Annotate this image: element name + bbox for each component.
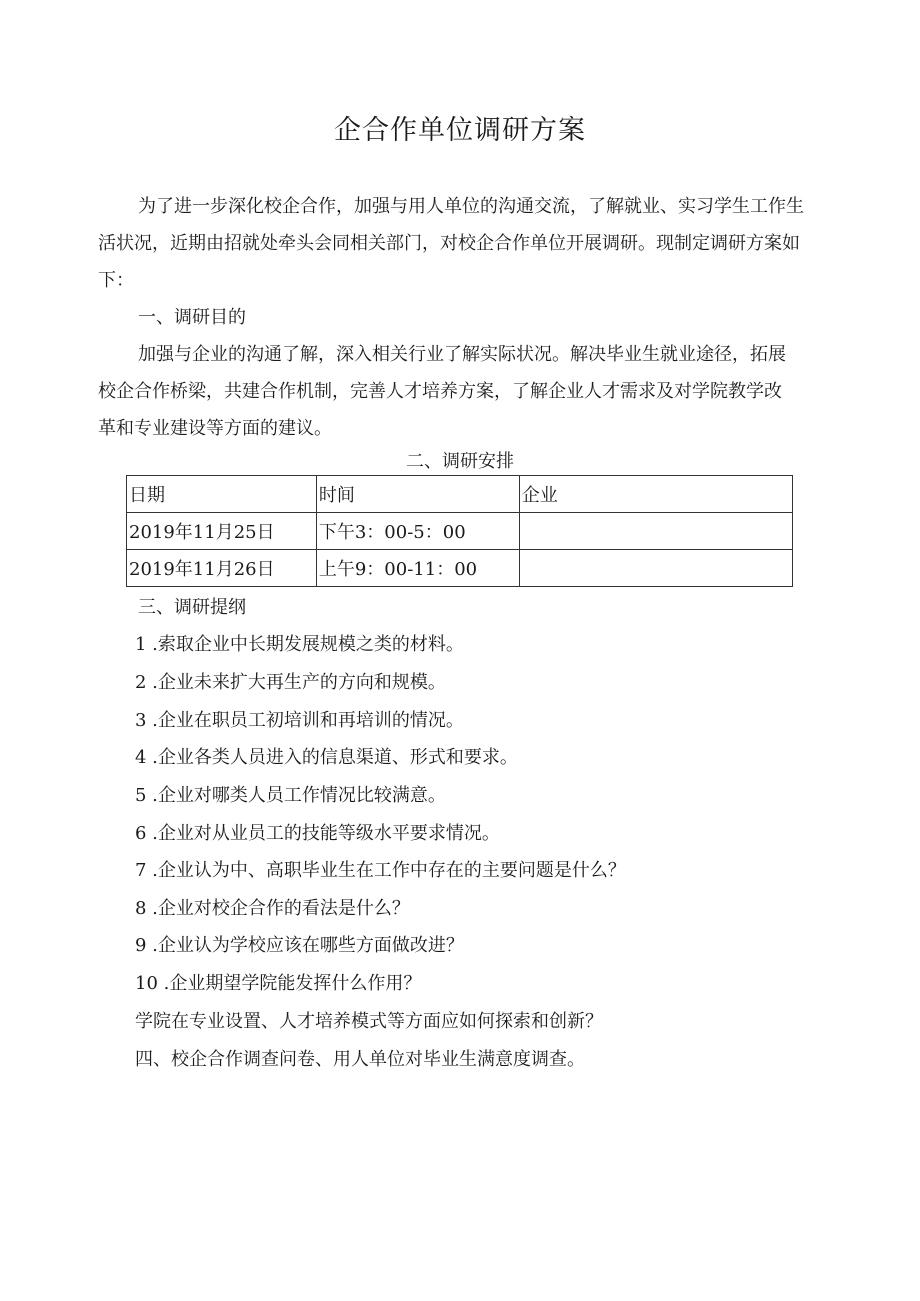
cell-date: 2019年11月25日 (127, 513, 317, 550)
outline-item-3: 3 .企业在职员工初培训和再培训的情况。 (135, 710, 464, 731)
intro-line-1: 为了进一步深化校企合作，加强与用人单位的沟通交流，了解就业、实习学生工作生 (138, 196, 804, 217)
section1-line-1: 加强与企业的沟通了解，深入相关行业了解实际状况。解决毕业生就业途径，拓展 (138, 344, 786, 365)
outline-item-7: 7 .企业认为中、高职毕业生在工作中存在的主要问题是什么？ (135, 860, 626, 881)
outline-item-4: 4 .企业各类人员进入的信息渠道、形式和要求。 (135, 747, 518, 768)
cell-date: 2019年11月26日 (127, 550, 317, 587)
outline-item-10: 10 .企业期望学院能发挥什么作用？ (135, 973, 422, 994)
outline-item-6: 6 .企业对从业员工的技能等级水平要求情况。 (135, 823, 500, 844)
section4-heading: 四、校企合作调查问卷、用人单位对毕业生满意度调查。 (135, 1049, 585, 1070)
outline-item-11: 学院在专业设置、人才培养模式等方面应如何探索和创新？ (135, 1011, 603, 1032)
table-header-row (127, 476, 793, 513)
document-title: 企合作单位调研方案 (334, 115, 586, 146)
table-row (127, 550, 793, 587)
outline-item-9: 9 .企业认为学校应该在哪些方面做改进？ (135, 935, 464, 956)
header-time: 时间 (316, 476, 519, 513)
section1-line-2: 校企合作桥梁，共建合作机制，完善人才培养方案，了解企业人才需求及对学院教学改 (98, 381, 782, 402)
section1-line-3: 革和专业建设等方面的建议。 (98, 418, 332, 439)
section3-heading: 三、调研提纲 (138, 597, 246, 618)
cell-company (519, 513, 792, 550)
table-row (127, 513, 793, 550)
intro-line-2: 活状况，近期由招就处牵头会同相关部门，对校企合作单位开展调研。现制定调研方案如 (98, 233, 800, 254)
cell-time: 下午3：00-5：00 (316, 513, 519, 550)
outline-item-2: 2 .企业未来扩大再生产的方向和规模。 (135, 672, 446, 693)
schedule-table (126, 475, 793, 587)
intro-line-3: 下： (98, 270, 134, 291)
header-company: 企业 (519, 476, 792, 513)
outline-item-5: 5 .企业对哪类人员工作情况比较满意。 (135, 785, 446, 806)
section2-heading: 二、调研安排 (406, 451, 514, 472)
cell-time: 上午9：00-11：00 (316, 550, 519, 587)
outline-item-8: 8 .企业对校企合作的看法是什么？ (135, 898, 410, 919)
header-date: 日期 (127, 476, 317, 513)
cell-company (519, 550, 792, 587)
section1-heading: 一、调研目的 (138, 307, 246, 328)
outline-item-1: 1 .索取企业中长期发展规模之类的材料。 (135, 634, 464, 655)
